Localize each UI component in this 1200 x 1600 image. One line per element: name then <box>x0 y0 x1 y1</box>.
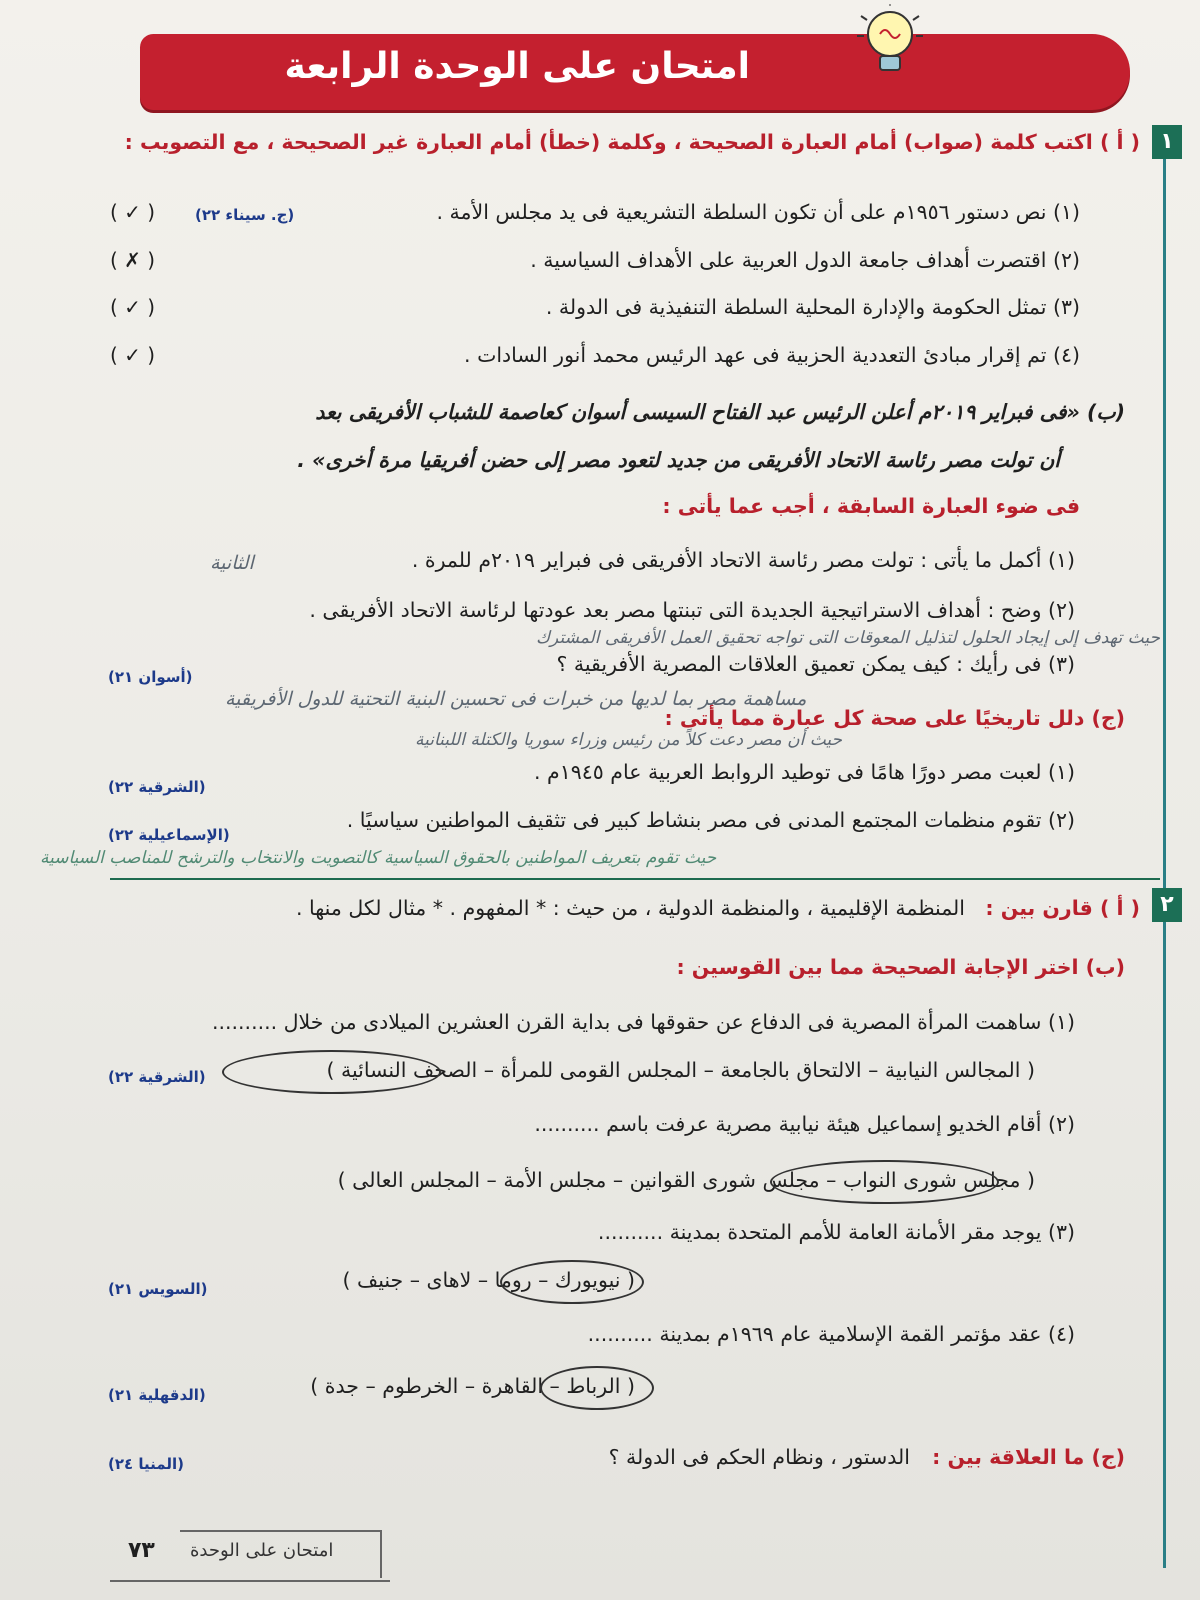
q1-b-quote-line-1: (ب) «فى فبراير ٢٠١٩م أعلن الرئيس عبد الفتاح السيسى أسوان كعاصمة للشباب الأفريقى بعد <box>315 400 1125 424</box>
title-banner <box>140 34 1130 110</box>
source-tag: (الشرقية ٢٢) <box>108 778 206 796</box>
selected-answer-circle <box>222 1050 441 1094</box>
q2-a-label: ( أ ) قارن بين : <box>985 896 1140 920</box>
source-tag: (المنيا ٢٤) <box>108 1455 184 1473</box>
q2-b-item-4-stem: (٤) عقد مؤتمر القمة الإسلامية عام ١٩٦٩م بمدينة .......... <box>587 1322 1075 1346</box>
selected-answer-circle <box>540 1366 654 1410</box>
q2-b-item-3-options: ( نيويورك – روما – لاهاى – جنيف ) <box>342 1268 635 1292</box>
q1-b-item-2: (٢) وضح : أهداف الاستراتيجية الجديدة التى تبنتها مصر بعد عودتها لرئاسة الاتحاد الأفريقى . <box>309 598 1075 622</box>
q2-c-text: الدستور ، ونظام الحكم فى الدولة ؟ <box>608 1445 910 1469</box>
q2-b-item-4-options: ( الرباط – القاهرة – الخرطوم – جدة ) <box>310 1374 635 1398</box>
selected-answer-circle <box>500 1260 644 1304</box>
underline-stroke <box>110 878 1160 880</box>
q1-c-item-2: (٢) تقوم منظمات المجتمع المدنى فى مصر بنشاط كبير فى تثقيف المواطنين سياسيًا . <box>346 808 1075 832</box>
q2-b-item-1-stem: (١) ساهمت المرأة المصرية فى الدفاع عن حقوقها فى بداية القرن العشرين الميلادى من خلال .......... <box>211 1010 1075 1034</box>
handwritten-answer: مساهمة مصر بما لديها من خبرات فى تحسين البنية التحتية للدول الأفريقية <box>225 688 807 710</box>
q1-c-item-1: (١) لعبت مصر دورًا هامًا فى توطيد الروابط العربية عام ١٩٤٥م . <box>533 760 1075 784</box>
q1-b-prompt: فى ضوء العبارة السابقة ، أجب عما يأتى : <box>662 494 1080 518</box>
q2-b-item-2-stem: (٢) أقام الخديو إسماعيل هيئة نيابية مصرية عرفت باسم .......... <box>534 1112 1075 1136</box>
question-number: ٢ <box>1152 888 1182 922</box>
q1-a-item-1: (١) نص دستور ١٩٥٦م على أن تكون السلطة التشريعية فى يد مجلس الأمة . <box>436 200 1080 224</box>
source-tag: (أسوان ٢١) <box>108 668 193 686</box>
source-tag: (الشرقية ٢٢) <box>108 1068 206 1086</box>
source-tag: (الإسماعيلية ٢٢) <box>108 826 230 844</box>
q2-b-item-1-options: ( المجالس النيابية – الالتحاق بالجامعة – المجلس القومى للمرأة – الصحف النسائية ) <box>326 1058 1035 1082</box>
handwritten-answer: حيث تقوم بتعريف المواطنين بالحقوق السياسية كالتصويت والانتخاب والترشح للمناصب السياسية <box>40 848 717 868</box>
q1-a-instruction: ( أ ) اكتب كلمة (صواب) أمام العبارة الصحيحة ، وكلمة (خطأ) أمام العبارة غير الصحيحة ، مع التصويب : <box>124 130 1140 154</box>
q2-b-item-3-stem: (٣) يوجد مقر الأمانة العامة للأمم المتحدة بمدينة .......... <box>597 1220 1075 1244</box>
source-tag: (السويس ٢١) <box>108 1280 208 1298</box>
q2-a-text: المنظمة الإقليمية ، والمنظمة الدولية ، من حيث : * المفهوم . * مثال لكل منها . <box>295 896 965 920</box>
q1-a-item-3: (٣) تمثل الحكومة والإدارة المحلية السلطة التنفيذية فى الدولة . <box>545 295 1080 319</box>
q2-c-label: (ج) ما العلاقة بين : <box>932 1445 1125 1469</box>
q1-b-item-3: (٣) فى رأيك : كيف يمكن تعميق العلاقات المصرية الأفريقية ؟ <box>556 652 1075 676</box>
answer-mark: ( ✓ ) <box>110 343 156 367</box>
page-title: امتحان على الوحدة الرابعة <box>284 46 750 87</box>
q1-b-item-1: (١) أكمل ما يأتى : تولت مصر رئاسة الاتحاد الأفريقى فى فبراير ٢٠١٩م للمرة . <box>411 548 1075 572</box>
handwritten-answer: الثانية <box>210 552 254 574</box>
q2-b-item-2-options: ( مجلس شورى النواب – مجلس شورى القوانين – مجلس الأمة – المجلس العالى ) <box>337 1168 1035 1192</box>
margin-rule <box>1163 128 1166 1568</box>
q1-a-item-2: (٢) اقتصرت أهداف جامعة الدول العربية على الأهداف السياسية . <box>530 248 1080 272</box>
q1-c-prompt: (ج) دلل تاريخيًا على صحة كل عبارة مما يأتى : <box>664 706 1125 730</box>
lightbulb-icon <box>855 4 925 80</box>
footer-rule <box>110 1580 390 1582</box>
q1-a-item-4: (٤) تم إقرار مبادئ التعددية الحزبية فى عهد الرئيس محمد أنور السادات . <box>464 343 1080 367</box>
source-tag: (الدقهلية ٢١) <box>108 1386 206 1404</box>
selected-answer-circle <box>770 1160 999 1204</box>
footer-label: امتحان على الوحدة <box>190 1540 334 1561</box>
answer-mark: ( ✓ ) <box>110 295 156 319</box>
q2-b-prompt: (ب) اختر الإجابة الصحيحة مما بين القوسين : <box>676 955 1125 979</box>
handwritten-answer: حيث أن مصر دعت كلاً من رئيس وزراء سوريا والكتلة اللبنانية <box>415 730 843 750</box>
page-number: ٧٣ <box>128 1538 155 1563</box>
answer-mark: ( ✓ ) <box>110 200 156 224</box>
handwritten-answer: حيث تهدف إلى إيجاد الحلول لتذليل المعوقات التى تواجه تحقيق العمل الأفريقى المشترك <box>536 628 1160 648</box>
q1-b-quote-line-2: أن تولت مصر رئاسة الاتحاد الأفريقى من جديد لتعود مصر إلى حضن أفريقيا مرة أخرى» . <box>297 448 1060 472</box>
source-tag: (ج. سيناء ٢٢) <box>195 206 295 224</box>
question-number: ١ <box>1152 125 1182 159</box>
answer-mark: ( ✗ ) <box>110 248 156 272</box>
